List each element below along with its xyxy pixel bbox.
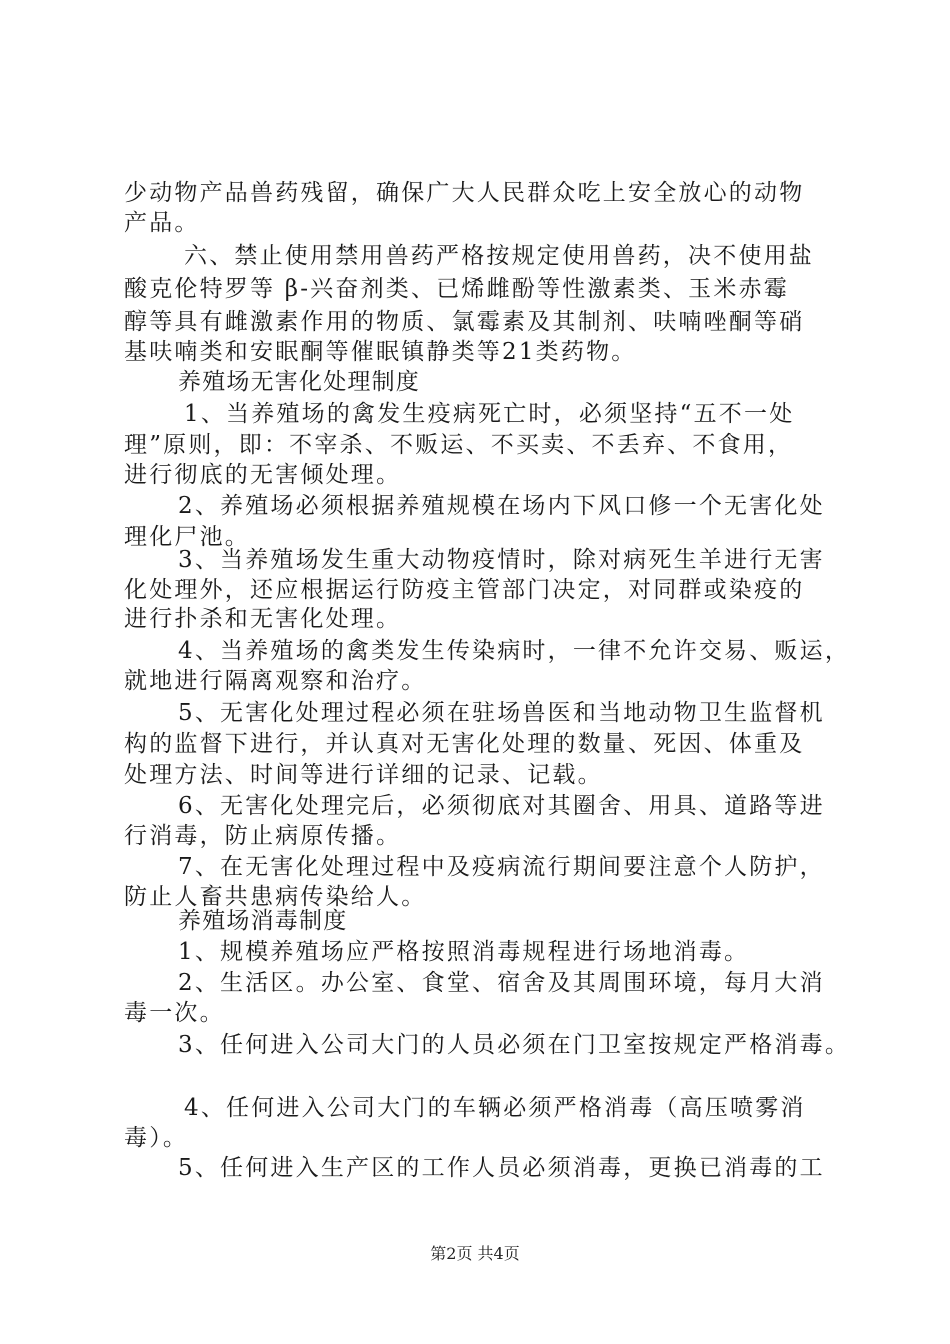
body-line: 就地进行隔离观察和治疗。 [124, 668, 427, 694]
body-line: 6、无害化处理完后，必须彻底对其圈舍、用具、道路等进 [178, 793, 825, 819]
body-line: 5、无害化处理过程必须在驻场兽医和当地动物卫生监督机 [178, 700, 825, 726]
body-line: 处理方法、时间等进行详细的记录、记载。 [124, 762, 603, 788]
body-line: 进行彻底的无害倾处理。 [124, 462, 402, 488]
body-line: 1、规模养殖场应严格按照消毒规程进行场地消毒。 [178, 939, 750, 965]
body-line: 2、养殖场必须根据养殖规模在场内下风口修一个无害化处 [178, 493, 825, 519]
body-line: 理化尸池。 [124, 524, 250, 550]
body-line: 毒一次。 [124, 1000, 225, 1026]
body-line: 构的监督下进行，并认真对无害化处理的数量、死因、体重及 [124, 731, 805, 757]
body-line: 六、禁止使用禁用兽药严格按规定使用兽药，决不使用盐 [184, 243, 814, 269]
body-line: 酸克伦特罗等 β-兴奋剂类、已烯雌酚等性激素类、玉米赤霉 [124, 276, 789, 302]
body-line: 3、当养殖场发生重大动物疫情时，除对病死生羊进行无害 [178, 547, 825, 573]
page-number: 第2页 共4页 [430, 1244, 520, 1263]
body-line: 化处理外，还应根据运行防疫主管部门决定，对同群或染疫的 [124, 577, 805, 603]
body-line: 7、在无害化处理过程中及疫病流行期间要注意个人防护， [178, 854, 825, 880]
body-line: 行消毒，防止病原传播。 [124, 823, 402, 849]
body-line: 少动物产品兽药残留，确保广大人民群众吃上安全放心的动物 [124, 180, 805, 206]
body-line: 进行扑杀和无害化处理。 [124, 606, 402, 632]
body-line: 5、任何进入生产区的工作人员必须消毒，更换已消毒的工 [178, 1155, 825, 1181]
body-line: 醇等具有雌激素作用的物质、氯霉素及其制剂、呋喃唑酮等硝 [124, 309, 805, 335]
section-heading: 养殖场消毒制度 [178, 908, 348, 934]
body-line: 4、当养殖场的禽类发生传染病时，一律不允许交易、贩运， [178, 638, 851, 664]
body-line: 1、当养殖场的禽发生疫病死亡时，必须坚持“五不一处 [184, 401, 795, 427]
body-line: 2、生活区。办公室、食堂、宿舍及其周围环境，每月大消 [178, 970, 825, 996]
body-line: 毒）。 [124, 1125, 189, 1151]
body-line: 理”原则，即：不宰杀、不贩运、不买卖、不丢弃、不食用， [124, 432, 794, 458]
body-line: 产品。 [124, 210, 200, 236]
body-line: 基呋喃类和安眠酮等催眠镇静类等21类药物。 [124, 339, 637, 365]
section-heading: 养殖场无害化处理制度 [178, 369, 420, 395]
body-line: 4、任何进入公司大门的车辆必须严格消毒（高压喷雾消 [184, 1095, 806, 1121]
body-line: 3、任何进入公司大门的人员必须在门卫室按规定严格消毒。 [178, 1032, 851, 1058]
body-line: 防止人畜共患病传染给人。 [124, 884, 427, 910]
